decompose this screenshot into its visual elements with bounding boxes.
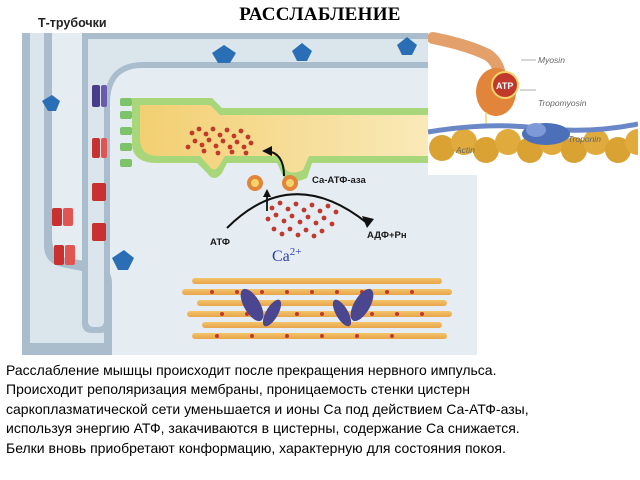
description-line: Расслабление мышцы происходит после прекращения нервного импульса. [6,362,497,378]
troponin-label: Troponin [568,134,601,144]
ca-ion-label: $Ca^{2+}$ [272,246,302,265]
atp-inset-label: ATP [496,81,514,91]
actin-label: Actin [456,145,475,155]
actomyosin-inset [428,30,638,175]
description-line: Происходит реполяризация мембраны, проницаемость стенки цистерн [6,381,470,398]
description-text [6,361,636,458]
relaxation-diagram [22,33,477,355]
description-line: саркоплазматической сети уменьшается и ионы Са под действием Са-АТФ-азы, [6,400,529,417]
atp-label: АТФ [210,237,230,248]
description-line: Белки вновь приобретают конформацию, характерную для состояния покоя. [6,439,506,456]
tropomyosin-label: Tropomyosin [538,98,587,108]
myosin-label: Myosin [538,55,565,65]
t-tubules-label: Т-трубочки [38,16,107,30]
adp-label: АДФ+Рн [367,230,407,241]
slide-title: РАССЛАБЛЕНИЕ [239,4,401,25]
ca-atpase-label: Са-АТФ-аза [312,175,366,186]
description-line: используя энергию АТФ, закачиваются в цистерны, содержание Са снижается. [6,420,520,437]
